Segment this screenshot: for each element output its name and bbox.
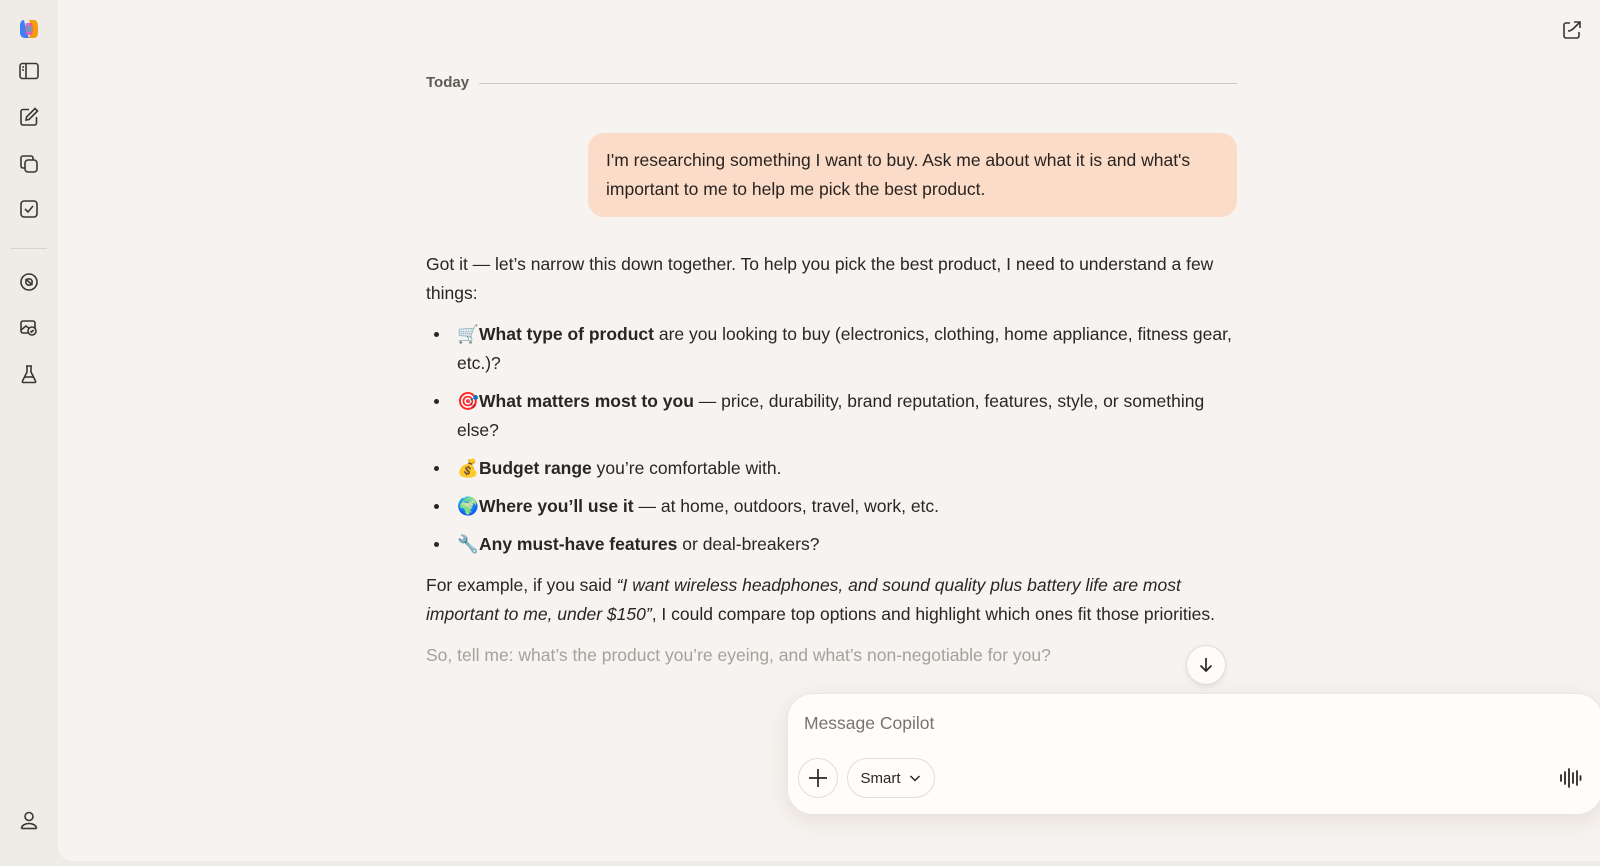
bullet-bold: Budget range: [479, 458, 592, 478]
bullet-text: or deal-breakers?: [677, 534, 820, 554]
message-composer: [787, 693, 1600, 815]
bullet-text: — price, durability, brand reputation, features, style, or something else?: [457, 391, 1205, 440]
list-item: [426, 320, 1237, 378]
assistant-intro: Got it — let’s narrow this down together. To help you pick the best product, I need to understand a few things:: [426, 254, 1214, 303]
tasks-icon[interactable]: [15, 195, 43, 223]
example-prefix: For example, if you said: [426, 575, 617, 595]
date-divider: [426, 74, 1237, 91]
list-item: [426, 530, 1237, 559]
chevron-down-icon: [908, 771, 922, 785]
list-item: [426, 492, 1237, 521]
bullet-bold: Where you’ll use it: [479, 496, 634, 516]
date-label: Today: [426, 74, 470, 91]
left-rail: [0, 0, 58, 866]
bullet-bold: What type of product: [479, 324, 654, 344]
rail-divider: [11, 248, 47, 249]
example-quote: “I want wireless headphones, and sound quality plus battery life are most important to me, under $150”: [426, 575, 1181, 624]
date-line: [479, 83, 1237, 84]
discover-icon[interactable]: [15, 268, 43, 296]
new-chat-icon[interactable]: [15, 103, 43, 131]
globe-emoji-icon: 🌍: [457, 496, 479, 516]
assistant-example: [426, 571, 1237, 629]
assistant-message: [426, 250, 1237, 682]
scroll-to-bottom-button[interactable]: [1186, 645, 1226, 685]
share-icon[interactable]: [1558, 16, 1586, 44]
labs-icon[interactable]: [15, 360, 43, 388]
mode-label: Smart: [860, 769, 901, 787]
cart-emoji-icon: 🛒: [457, 324, 479, 344]
list-item: [426, 454, 1237, 483]
money-bag-emoji-icon: 💰: [457, 458, 479, 478]
user-message: I'm researching something I want to buy. Ask me about what it is and what's important to me to help me pick the best product.: [588, 133, 1237, 217]
imagine-icon[interactable]: [15, 314, 43, 342]
example-suffix: , I could compare top options and highlight which ones fit those priorities.: [651, 604, 1215, 624]
target-emoji-icon: 🎯: [457, 391, 479, 411]
main-panel: [58, 0, 1600, 861]
bullet-text: are you looking to buy (electronics, clothing, home appliance, fitness gear, etc.)?: [457, 324, 1232, 373]
arrow-down-icon: [1196, 655, 1216, 675]
list-item: [426, 387, 1237, 445]
plus-icon: [807, 767, 829, 789]
message-input[interactable]: [804, 708, 1524, 738]
mode-selector-button[interactable]: [847, 758, 935, 798]
bullet-bold: What matters most to you: [479, 391, 694, 411]
assistant-question-list: [426, 320, 1237, 559]
assistant-closing: So, tell me: what’s the product you’re eyeing, and what’s non-negotiable for you?: [426, 645, 1051, 665]
add-attachment-button[interactable]: [798, 758, 838, 798]
wrench-emoji-icon: 🔧: [457, 534, 479, 554]
copilot-logo-icon[interactable]: [17, 17, 41, 41]
profile-icon[interactable]: [15, 806, 43, 834]
voice-input-button[interactable]: [1556, 764, 1584, 792]
bullet-text: — at home, outdoors, travel, work, etc.: [633, 496, 940, 516]
bullet-bold: Any must-have features: [479, 534, 678, 554]
sidebar-toggle-icon[interactable]: [15, 57, 43, 85]
voice-waveform-icon: [1558, 767, 1582, 789]
bullet-text: you’re comfortable with.: [591, 458, 782, 478]
library-icon[interactable]: [15, 150, 43, 178]
